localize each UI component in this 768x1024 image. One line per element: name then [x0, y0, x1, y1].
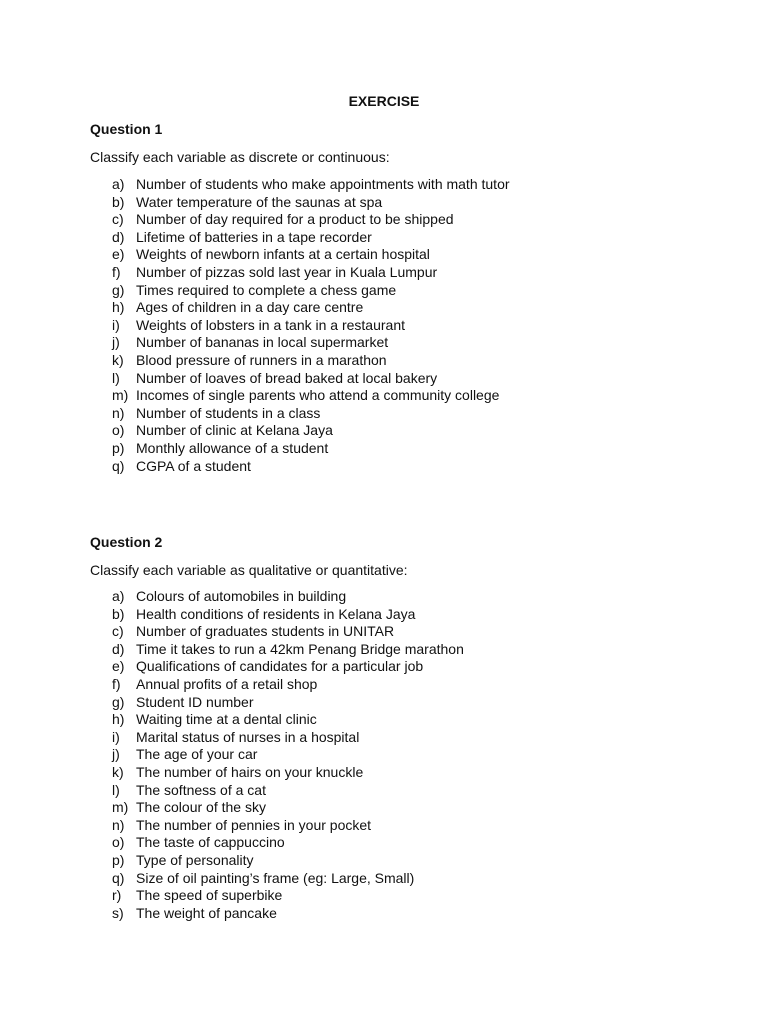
item-letter: j) [112, 334, 120, 351]
item-text: Number of pizzas sold last year in Kuala Lumpur [136, 263, 438, 280]
item-letter: f) [112, 675, 121, 692]
item-letter: r) [112, 887, 122, 904]
item-text: Number of loaves of bread baked at local bakery [136, 369, 438, 386]
item-text: Number of day required for a product to be shipped [136, 211, 454, 228]
item-text: The number of hairs on your knuckle [136, 763, 364, 780]
item-text: Annual profits of a retail shop [136, 675, 318, 692]
item-text: Time it takes to run a 42km Penang Bridge marathon [136, 640, 464, 657]
item-text: Blood pressure of runners in a marathon [136, 351, 387, 368]
item-letter: s) [112, 904, 124, 921]
item-letter: p) [112, 851, 125, 868]
item-letter: k) [112, 351, 124, 368]
item-text: Number of bananas in local supermarket [136, 334, 389, 351]
item-letter: j) [112, 746, 120, 763]
item-letter: q) [112, 457, 125, 474]
item-letter: k) [112, 763, 124, 780]
item-text: Number of students in a class [136, 404, 321, 421]
item-text: Incomes of single parents who attend a community college [136, 387, 500, 404]
item-text: The taste of cappuccino [136, 834, 285, 851]
item-text: Monthly allowance of a student [136, 439, 329, 456]
question-1-heading: Question 1 [90, 121, 163, 137]
item-text: Weights of lobsters in a tank in a restaurant [136, 316, 405, 333]
item-letter: h) [112, 299, 125, 316]
item-letter: e) [112, 658, 125, 675]
item-letter: a) [112, 176, 125, 192]
item-text: Waiting time at a dental clinic [136, 711, 317, 728]
page-title: EXERCISE [348, 93, 420, 109]
item-letter: e) [112, 246, 125, 263]
item-text: Colours of automobiles in building [136, 588, 347, 604]
item-letter: n) [112, 404, 125, 421]
item-letter: q) [112, 869, 125, 886]
item-text: Water temperature of the saunas at spa [136, 193, 383, 210]
item-letter: a) [112, 588, 125, 604]
item-letter: i) [112, 728, 120, 745]
item-letter: n) [112, 816, 125, 833]
question-1-instruction: Classify each variable as discrete or continuous: [90, 149, 390, 165]
item-text: Size of oil painting’s frame (eg: Large, Small) [136, 869, 415, 886]
item-letter: d) [112, 640, 125, 657]
item-text: Ages of children in a day care centre [136, 299, 364, 316]
item-text: Number of students who make appointments with math tutor [136, 176, 510, 192]
item-text: The softness of a cat [136, 781, 266, 798]
item-text: Qualifications of candidates for a particular job [136, 658, 424, 675]
item-letter: o) [112, 834, 125, 851]
item-letter: c) [112, 623, 124, 640]
item-letter: l) [112, 781, 120, 798]
item-text: The age of your car [136, 746, 258, 763]
item-letter: o) [112, 422, 125, 439]
question-2-instruction: Classify each variable as qualitative or quantitative: [90, 562, 408, 578]
item-letter: g) [112, 693, 125, 710]
question-2-heading: Question 2 [90, 534, 163, 550]
item-text: The colour of the sky [136, 799, 266, 816]
item-letter: b) [112, 193, 125, 210]
item-text: Lifetime of batteries in a tape recorder [136, 228, 372, 245]
item-letter: l) [112, 369, 120, 386]
item-letter: p) [112, 439, 125, 456]
item-text: The number of pennies in your pocket [136, 816, 372, 833]
item-text: Student ID number [136, 693, 254, 710]
item-letter: m) [112, 799, 129, 816]
item-letter: d) [112, 228, 125, 245]
item-text: Number of clinic at Kelana Jaya [136, 422, 333, 439]
item-text: Weights of newborn infants at a certain hospital [136, 246, 430, 263]
item-letter: b) [112, 605, 125, 622]
item-letter: f) [112, 263, 121, 280]
item-text: The weight of pancake [136, 904, 277, 921]
item-text: The speed of superbike [136, 887, 283, 904]
item-letter: c) [112, 211, 124, 228]
item-text: CGPA of a student [136, 457, 251, 474]
item-text: Type of personality [136, 851, 254, 868]
item-text: Health conditions of residents in Kelana Jaya [136, 605, 416, 622]
item-text: Marital status of nurses in a hospital [136, 728, 360, 745]
item-letter: h) [112, 711, 125, 728]
item-text: Times required to complete a chess game [136, 281, 397, 298]
item-letter: i) [112, 316, 120, 333]
item-letter: m) [112, 387, 129, 404]
item-letter: g) [112, 281, 125, 298]
item-text: Number of graduates students in UNITAR [136, 623, 395, 640]
